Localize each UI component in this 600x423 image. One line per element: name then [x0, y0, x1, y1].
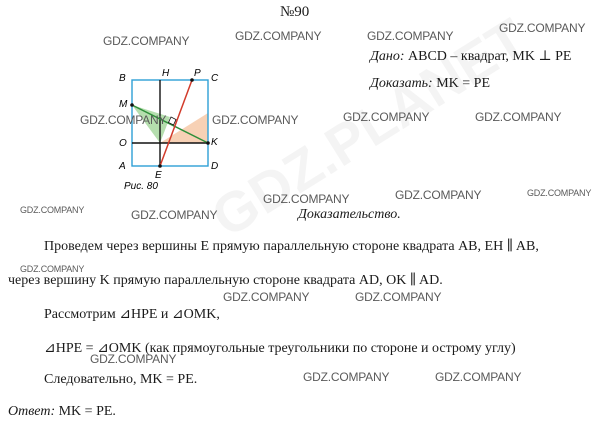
watermark: GDZ.COMPANY [527, 188, 592, 198]
task-number: №90 [280, 4, 310, 20]
proof-heading: Доказательство. [298, 207, 401, 222]
watermark: GDZ.COMPANY [435, 370, 522, 384]
watermark: GDZ.COMPANY [131, 208, 218, 222]
proof-paragraph: Проведем через вершины E прямую параллельную стороне квадрата AB, EH ∥ AB, [44, 239, 539, 254]
label-k: K [211, 137, 218, 148]
label-a: A [119, 161, 126, 172]
label-b: B [119, 73, 126, 84]
watermark: GDZ.COMPANY [223, 290, 310, 304]
watermark: GDZ.COMPANY [20, 264, 85, 274]
figure-caption: Рис. 80 [124, 181, 158, 192]
watermark: GDZ.COMPANY [303, 370, 390, 384]
watermark: GDZ.COMPANY [212, 113, 299, 127]
watermark: GDZ.COMPANY [343, 110, 430, 124]
figure-diagram [110, 65, 230, 195]
answer-label: Ответ: [8, 404, 56, 419]
watermark: GDZ.COMPANY [103, 34, 190, 48]
watermark: GDZ.COMPANY [80, 113, 167, 127]
watermark: GDZ.COMPANY [475, 110, 562, 124]
watermark: GDZ.COMPANY [499, 21, 586, 35]
label-m: M [119, 99, 128, 110]
proof-paragraph: Следовательно, MK = PE. [44, 372, 198, 387]
watermark: GDZ.COMPANY [20, 205, 85, 215]
watermark: GDZ.COMPANY [367, 29, 454, 43]
label-e: E [155, 170, 162, 181]
answer-line [8, 404, 116, 420]
answer-text: MK = PE. [55, 404, 116, 419]
given-label: Дано: [370, 49, 405, 64]
point-k-dot [206, 141, 210, 145]
prove-label: Доказать: [370, 76, 433, 91]
proof-paragraph: через вершину K прямую параллельную стороне квадрата AD, OK ∥ AD. [8, 273, 443, 288]
label-p: P [194, 68, 201, 79]
watermark: GDZ.COMPANY [355, 290, 442, 304]
point-m-dot [130, 103, 134, 107]
given-line [370, 48, 571, 65]
watermark: GDZ.COMPANY [235, 29, 322, 43]
point-e-dot [158, 164, 162, 168]
label-c: C [211, 73, 219, 84]
given-text: ABCD – квадрат, MK ⊥ PE [404, 49, 572, 64]
watermark: GDZ.COMPANY [90, 352, 177, 366]
proof-paragraph: ⊿HPE = ⊿OMK (как прямоугольные треугольники по стороне и острому углу) [44, 341, 516, 356]
watermark: GDZ.COMPANY [395, 188, 482, 202]
label-h: H [162, 68, 170, 79]
label-o: O [119, 138, 127, 149]
label-d: D [211, 161, 219, 172]
prove-line [370, 76, 490, 92]
watermark: GDZ.COMPANY [263, 192, 350, 206]
prove-text: MK = PE [432, 76, 491, 91]
proof-paragraph: Рассмотрим ⊿HPE и ⊿OMK, [44, 307, 220, 322]
